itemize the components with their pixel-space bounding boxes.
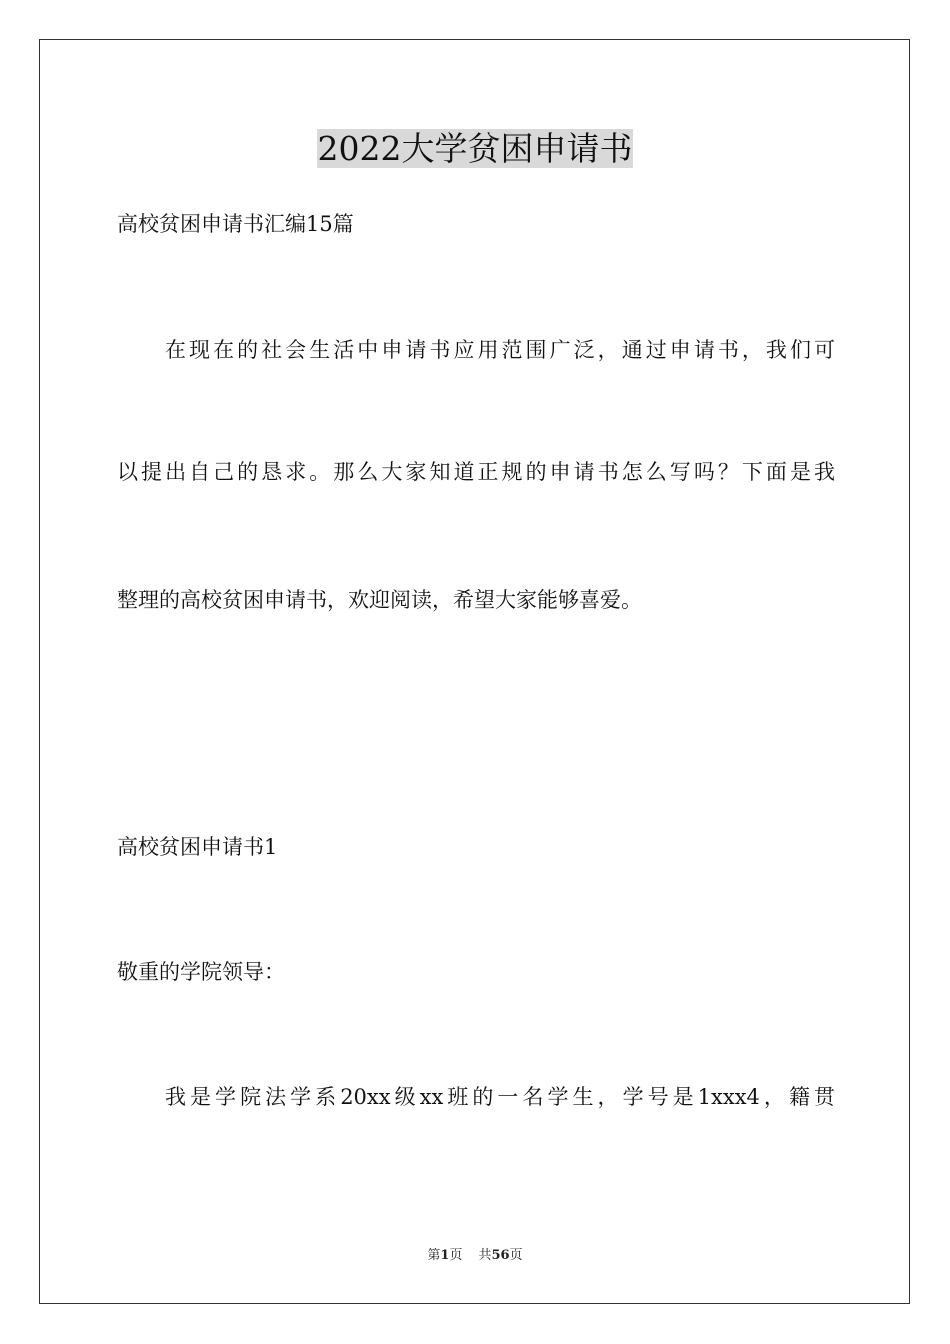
document-subtitle: 高校贫困申请书汇编15篇 — [117, 212, 354, 236]
page-suffix: 页 — [449, 1248, 463, 1263]
total-pages: 56 — [491, 1248, 510, 1263]
total-suffix: 页 — [509, 1248, 523, 1263]
body-line-1: 我是学院法学系20xx级xx班的一名学生，学号是1xxx4，籍贯 — [165, 1085, 835, 1109]
document-title — [0, 127, 950, 171]
page-footer — [0, 1247, 950, 1265]
page-prefix: 第 — [427, 1248, 441, 1263]
document-title-text: 2022大学贫困申请书 — [317, 129, 633, 168]
section-heading: 高校贫困申请书1 — [117, 835, 278, 859]
page-number: 1 — [440, 1248, 450, 1263]
intro-line-2: 以提出自己的恳求。那么大家知道正规的申请书怎么写吗？下面是我 — [117, 460, 835, 484]
intro-line-1: 在现在的社会生活中申请书应用范围广泛，通过申请书，我们可 — [165, 338, 835, 362]
intro-line-3: 整理的高校贫困申请书，欢迎阅读，希望大家能够喜爱。 — [117, 588, 642, 612]
salutation: 敬重的学院领导： — [117, 960, 285, 984]
total-prefix: 共 — [478, 1248, 492, 1263]
